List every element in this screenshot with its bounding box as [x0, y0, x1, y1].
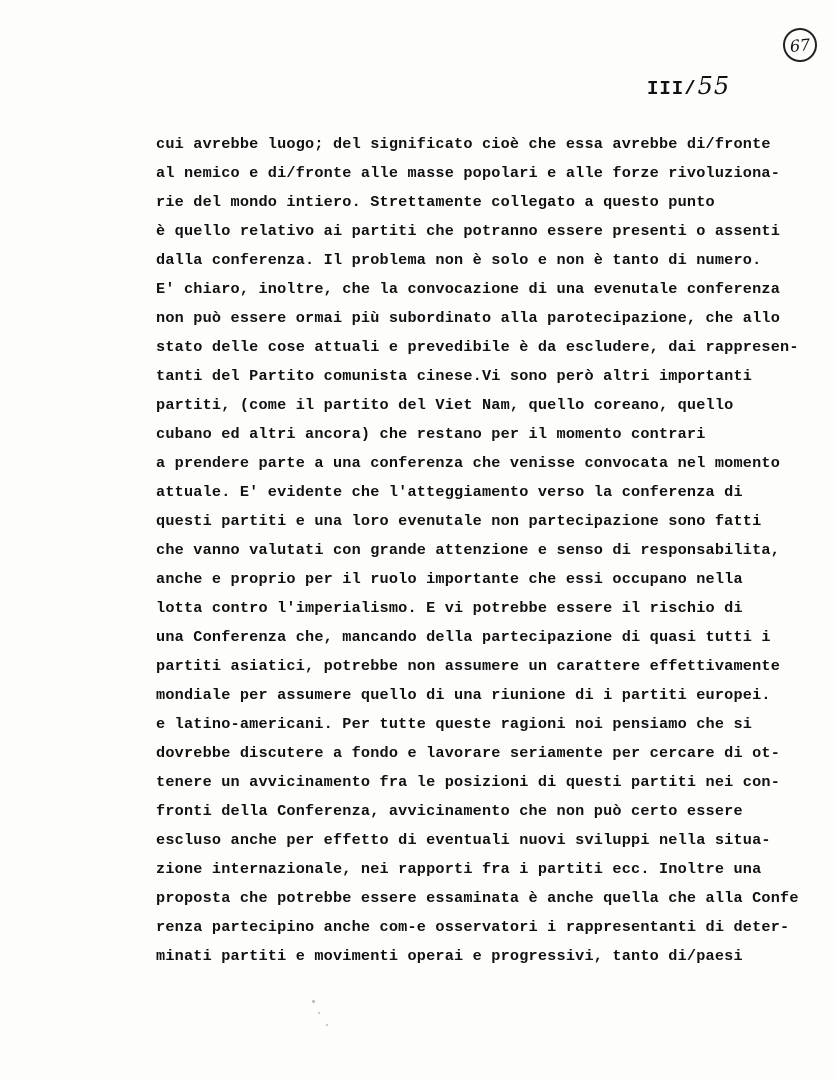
page-reference-typed: III/ [647, 78, 697, 100]
text-line: renza partecipino anche com-e osservatori i rappresentanti di deter- [156, 918, 790, 936]
text-line: tenere un avvicinamento fra le posizioni di questi partiti nei con- [156, 773, 781, 791]
text-line: che vanno valutati con grande attenzione e senso di responsabilita, [156, 541, 781, 559]
text-line: partiti asiatici, potrebbe non assumere un carattere effettivamente [156, 657, 781, 675]
text-line: cubano ed altri ancora) che restano per il momento contrari [156, 425, 706, 443]
text-line: a prendere parte a una conferenza che venisse convocata nel momento [156, 454, 781, 472]
text-line: fronti della Conferenza, avvicinamento che non può certo essere [156, 802, 743, 820]
text-line: partiti, (come il partito del Viet Nam, quello coreano, quello [156, 396, 734, 414]
text-line: minati partiti e movimenti operai e progressivi, tanto di/paesi [156, 947, 743, 965]
page-reference-handwritten: 55 [697, 72, 731, 100]
paper-speck [326, 1024, 328, 1026]
typewritten-body [156, 130, 836, 971]
text-line: proposta che potrebbe essere essaminata è anche quella che alla Confe [156, 889, 799, 907]
paper-speck [318, 1012, 320, 1014]
text-line: mondiale per assumere quello di una riunione di i partiti europei. [156, 686, 771, 704]
text-line: e latino-americani. Per tutte queste ragioni noi pensiamo che si [156, 715, 753, 733]
archive-page-number-text: 67 [788, 34, 812, 56]
text-line: zione internazionale, nei rapporti fra i partiti ecc. Inoltre una [156, 860, 762, 878]
text-line: lotta contro l'imperialismo. E vi potrebbe essere il rischio di [156, 599, 743, 617]
text-line: questi partiti e una loro evenutale non partecipazione sono fatti [156, 512, 762, 530]
archive-page-number [781, 26, 818, 63]
text-line: cui avrebbe luogo; del significato cioè che essa avrebbe di/fronte [156, 135, 771, 153]
text-line: è quello relativo ai partiti che potranno essere presenti o assenti [156, 222, 781, 240]
text-line: attuale. E' evidente che l'atteggiamento verso la conferenza di [156, 483, 743, 501]
text-line: escluso anche per effetto di eventuali nuovi sviluppi nella situa- [156, 831, 771, 849]
text-line: una Conferenza che, mancando della partecipazione di quasi tutti i [156, 628, 771, 646]
text-line: anche e proprio per il ruolo importante che essi occupano nella [156, 570, 743, 588]
text-line: al nemico e di/fronte alle masse popolari e alle forze rivoluziona- [156, 164, 781, 182]
text-line: rie del mondo intiero. Strettamente collegato a questo punto [156, 193, 715, 211]
paper-speck [312, 1000, 315, 1003]
text-line: stato delle cose attuali e prevedibile è da escludere, dai rappresen- [156, 338, 799, 356]
text-line: non può essere ormai più subordinato alla parotecipazione, che allo [156, 309, 781, 327]
text-line: tanti del Partito comunista cinese.Vi sono però altri importanti [156, 367, 753, 385]
text-line: dovrebbe discutere a fondo e lavorare seriamente per cercare di ot- [156, 744, 781, 762]
text-line: E' chiaro, inoltre, che la convocazione di una evenutale conferenza [156, 280, 781, 298]
text-line: dalla conferenza. Il problema non è solo e non è tanto di numero. [156, 251, 762, 269]
page-reference [647, 72, 730, 100]
